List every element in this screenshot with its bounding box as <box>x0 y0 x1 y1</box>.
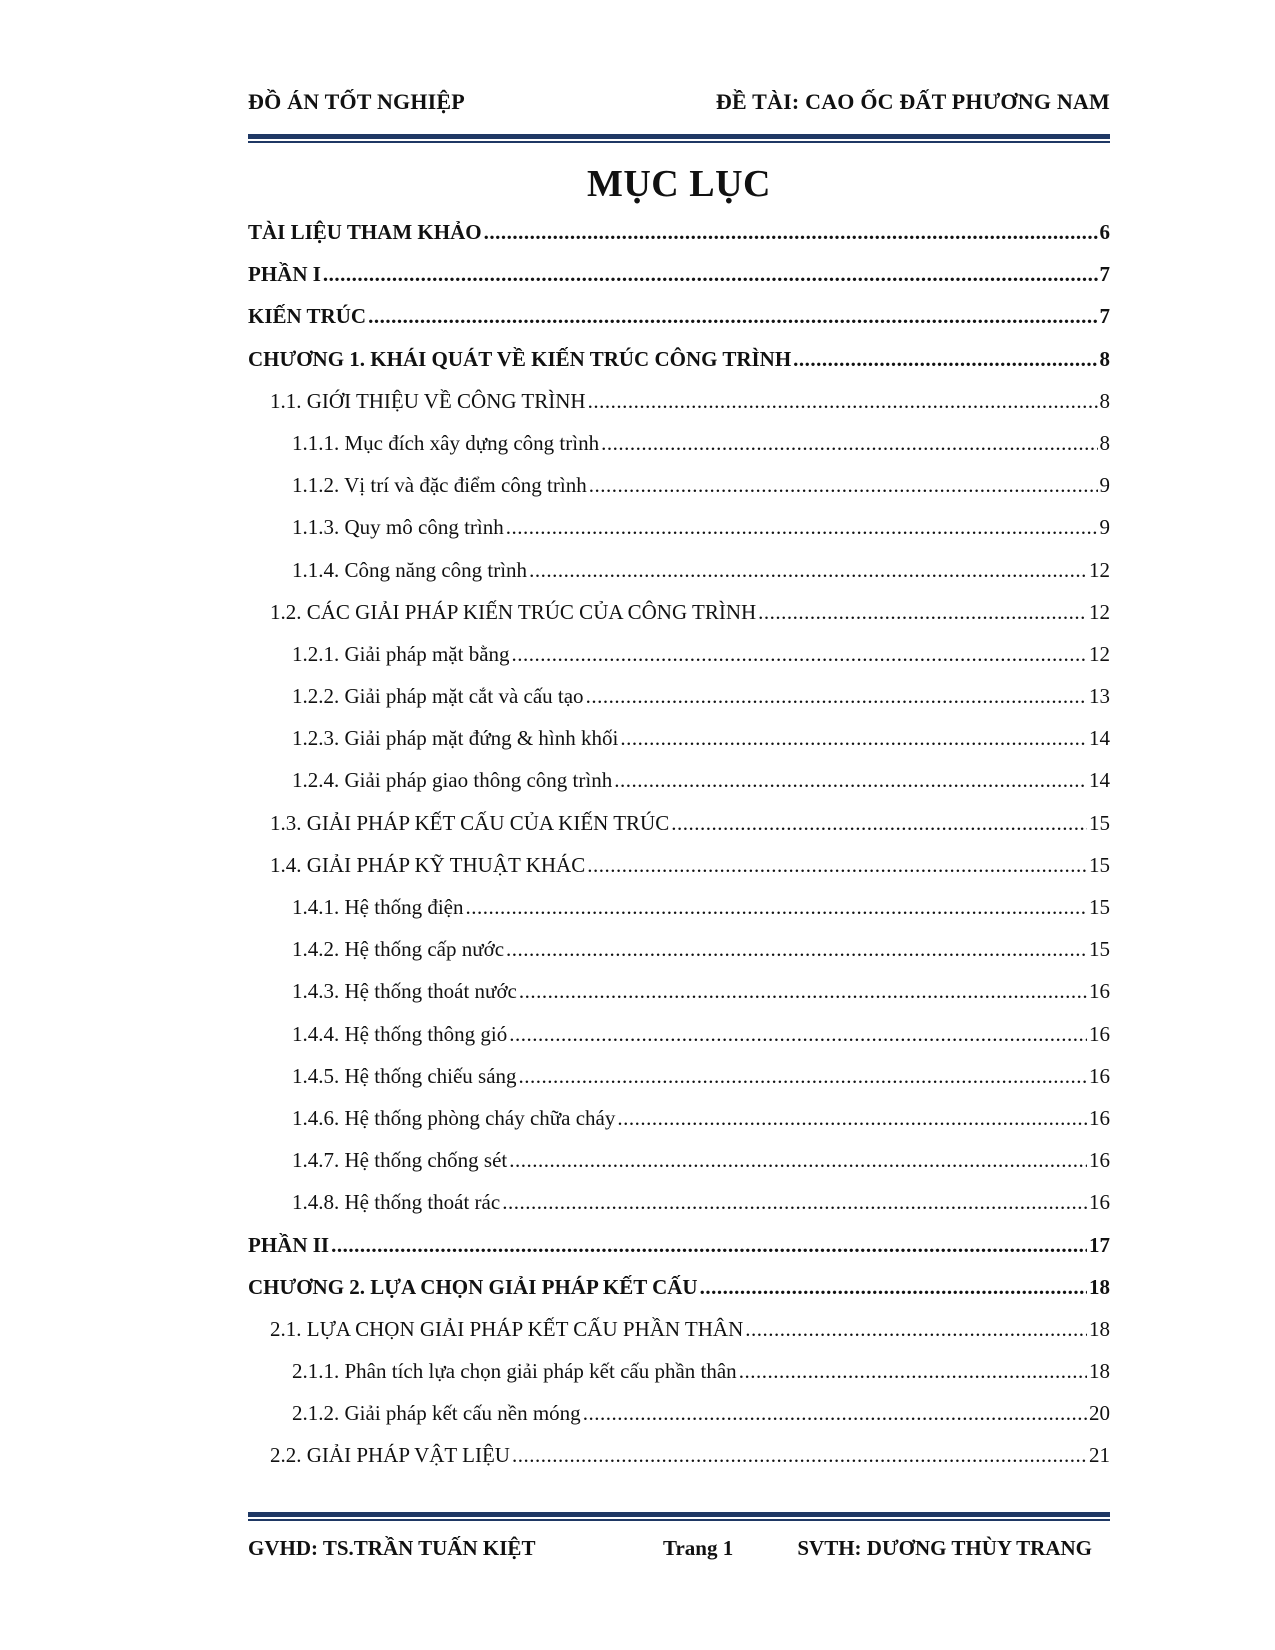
toc-entry-page: 12 <box>1089 557 1110 582</box>
toc-entry-title: 1.1.3. Quy mô công trình <box>292 515 504 540</box>
toc-entry-page: 15 <box>1089 895 1110 919</box>
toc-leader-dots <box>745 1308 1087 1350</box>
toc-entry-page: 7 <box>1099 262 1110 287</box>
toc-entry[interactable] <box>248 1139 1110 1181</box>
toc-entry-page: 13 <box>1089 684 1110 709</box>
toc-entry-title: 1.2.1. Giải pháp mặt bằng <box>292 641 510 666</box>
table-of-contents <box>248 211 1110 1477</box>
toc-entry-page: 16 <box>1089 979 1110 1004</box>
toc-entry[interactable] <box>248 549 1110 591</box>
toc-leader-dots <box>512 1434 1087 1476</box>
toc-entry-page: 18 <box>1089 1359 1110 1384</box>
toc-entry-title: 1.4.8. Hệ thống thoát rác <box>292 1190 501 1215</box>
toc-leader-dots <box>617 1097 1087 1139</box>
toc-entry-title: 1.4. GIẢI PHÁP KỸ THUẬT KHÁC <box>270 852 586 877</box>
toc-entry[interactable] <box>248 1350 1110 1392</box>
toc-leader-dots <box>583 1392 1087 1434</box>
toc-entry-title: 1.4.5. Hệ thống chiếu sáng <box>292 1063 517 1088</box>
toc-entry-page: 8 <box>1099 346 1110 371</box>
toc-entry-page: 18 <box>1089 1274 1110 1299</box>
toc-entry-page: 18 <box>1089 1316 1110 1341</box>
toc-leader-dots <box>323 253 1098 295</box>
toc-entry-title: 2.2. GIẢI PHÁP VẬT LIỆU <box>270 1443 510 1468</box>
footer-student: SVTH: DƯƠNG THÙY TRANG <box>797 1536 1092 1560</box>
toc-entry[interactable] <box>248 1181 1110 1223</box>
toc-entry-page: 15 <box>1089 852 1110 877</box>
toc-entry-title: PHẦN I <box>248 262 321 287</box>
toc-leader-dots <box>614 759 1087 801</box>
toc-leader-dots <box>700 1266 1087 1308</box>
toc-entry[interactable] <box>248 886 1110 928</box>
toc-entry-page: 8 <box>1099 430 1110 455</box>
toc-entry-title: 1.4.3. Hệ thống thoát nước <box>292 979 517 1004</box>
toc-entry[interactable] <box>248 928 1110 970</box>
toc-entry-page: 9 <box>1099 473 1110 498</box>
toc-leader-dots <box>506 928 1087 970</box>
toc-entry-page: 16 <box>1089 1021 1110 1046</box>
toc-entry[interactable] <box>248 591 1110 633</box>
toc-entry-title: 1.1.4. Công năng công trình <box>292 557 528 582</box>
toc-leader-dots <box>589 464 1098 506</box>
toc-entry-page: 15 <box>1089 937 1110 962</box>
toc-entry[interactable] <box>248 211 1110 253</box>
toc-entry[interactable] <box>248 338 1110 380</box>
toc-entry[interactable] <box>248 1055 1110 1097</box>
toc-entry-title: 1.4.6. Hệ thống phòng cháy chữa cháy <box>292 1105 616 1130</box>
header-divider <box>248 134 1110 143</box>
toc-leader-dots <box>512 633 1087 675</box>
toc-entry-page: 16 <box>1089 1063 1110 1088</box>
toc-entry-page: 6 <box>1099 220 1110 244</box>
toc-entry-title: 1.4.2. Hệ thống cấp nước <box>292 937 505 962</box>
toc-entry-page: 9 <box>1099 515 1110 540</box>
toc-entry[interactable] <box>248 422 1110 464</box>
toc-entry[interactable] <box>248 759 1110 801</box>
toc-entry-title: 1.3. GIẢI PHÁP KẾT CẤU CỦA KIẾN TRÚC <box>270 810 670 835</box>
toc-entry[interactable] <box>248 717 1110 759</box>
toc-entry-title: CHƯƠNG 2. LỰA CHỌN GIẢI PHÁP KẾT CẤU <box>248 1274 698 1299</box>
toc-entry-title: 2.1. LỰA CHỌN GIẢI PHÁP KẾT CẤU PHẦN THÂN <box>270 1316 744 1341</box>
toc-entry-title: 1.2.2. Giải pháp mặt cắt và cấu tạo <box>292 684 584 709</box>
toc-entry-page: 21 <box>1089 1443 1110 1468</box>
toc-entry[interactable] <box>248 1392 1110 1434</box>
footer-supervisor: GVHD: TS.TRẦN TUẤN KIỆT <box>248 1536 536 1560</box>
toc-entry[interactable] <box>248 675 1110 717</box>
toc-entry[interactable] <box>248 1224 1110 1266</box>
toc-leader-dots <box>509 1013 1087 1055</box>
toc-entry-page: 14 <box>1089 768 1110 793</box>
toc-leader-dots <box>671 802 1087 844</box>
toc-entry-title: CHƯƠNG 1. KHÁI QUÁT VỀ KIẾN TRÚC CÔNG TRÌNH <box>248 346 792 371</box>
toc-entry-title: 2.1.2. Giải pháp kết cấu nền móng <box>292 1401 581 1426</box>
toc-entry[interactable] <box>248 1434 1110 1476</box>
toc-leader-dots <box>758 591 1087 633</box>
toc-entry-title: 1.2.4. Giải pháp giao thông công trình <box>292 768 613 793</box>
toc-entry-title: 2.1.1. Phân tích lựa chọn giải pháp kết cấu phần thân <box>292 1359 737 1384</box>
toc-leader-dots <box>509 1139 1087 1181</box>
toc-leader-dots <box>331 1224 1087 1266</box>
toc-entry-title: 1.1.1. Mục đích xây dựng công trình <box>292 430 600 455</box>
toc-entry-title: 1.2.3. Giải pháp mặt đứng & hình khối <box>292 726 619 751</box>
toc-entry-page: 8 <box>1099 388 1110 413</box>
toc-entry-title: 1.2. CÁC GIẢI PHÁP KIẾN TRÚC CỦA CÔNG TRÌNH <box>270 599 757 624</box>
toc-entry[interactable] <box>248 1308 1110 1350</box>
toc-leader-dots <box>502 1181 1087 1223</box>
toc-leader-dots <box>506 506 1098 548</box>
toc-leader-dots <box>519 1055 1087 1097</box>
header-right-title: ĐỀ TÀI: CAO ỐC ĐẤT PHƯƠNG NAM <box>715 89 1110 114</box>
toc-entry-title: 1.1.2. Vị trí và đặc điểm công trình <box>292 473 587 498</box>
toc-leader-dots <box>587 844 1087 886</box>
toc-leader-dots <box>465 886 1087 928</box>
toc-entry[interactable] <box>248 464 1110 506</box>
toc-entry[interactable] <box>248 1013 1110 1055</box>
toc-entry-page: 7 <box>1099 304 1110 329</box>
toc-leader-dots <box>601 422 1097 464</box>
page-title: MỤC LỤC <box>587 163 771 205</box>
toc-entry-page: 15 <box>1089 810 1110 835</box>
toc-entry[interactable] <box>248 633 1110 675</box>
toc-entry-title: 1.4.7. Hệ thống chống sét <box>292 1148 508 1173</box>
toc-entry-page: 17 <box>1089 1232 1110 1257</box>
toc-leader-dots <box>588 380 1098 422</box>
toc-entry-page: 20 <box>1089 1401 1110 1426</box>
toc-entry[interactable] <box>248 1266 1110 1308</box>
toc-leader-dots <box>368 295 1097 337</box>
footer-divider <box>248 1512 1110 1521</box>
toc-leader-dots <box>586 675 1087 717</box>
header-left-title: ĐỒ ÁN TỐT NGHIỆP <box>248 89 465 114</box>
toc-entry[interactable] <box>248 380 1110 422</box>
toc-entry-page: 14 <box>1089 726 1110 751</box>
toc-entry[interactable] <box>248 1097 1110 1139</box>
page-header <box>248 84 1110 120</box>
toc-leader-dots <box>519 970 1087 1012</box>
toc-leader-dots <box>529 549 1087 591</box>
toc-leader-dots <box>739 1350 1087 1392</box>
toc-entry[interactable] <box>248 253 1110 295</box>
toc-entry[interactable] <box>248 295 1110 337</box>
toc-entry-title: 1.4.4. Hệ thống thông gió <box>292 1021 508 1046</box>
toc-entry[interactable] <box>248 970 1110 1012</box>
toc-entry-title: TÀI LIỆU THAM KHẢO <box>248 220 482 244</box>
toc-entry-page: 12 <box>1089 599 1110 624</box>
toc-entry-title: 1.1. GIỚI THIỆU VỀ CÔNG TRÌNH <box>270 388 586 413</box>
toc-entry[interactable] <box>248 844 1110 886</box>
toc-entry-title: 1.4.1. Hệ thống điện <box>292 895 464 919</box>
toc-leader-dots <box>484 211 1098 253</box>
toc-leader-dots <box>620 717 1087 759</box>
footer-page-number: Trang 1 <box>663 1536 734 1560</box>
page-footer <box>248 1536 1110 1568</box>
toc-entry-page: 12 <box>1089 641 1110 666</box>
toc-entry[interactable] <box>248 506 1110 548</box>
toc-leader-dots <box>793 338 1097 380</box>
toc-entry-title: PHẦN II <box>248 1232 330 1257</box>
toc-entry-title: KIẾN TRÚC <box>248 304 367 329</box>
toc-entry-page: 16 <box>1089 1105 1110 1130</box>
toc-entry[interactable] <box>248 802 1110 844</box>
toc-entry-page: 16 <box>1089 1190 1110 1215</box>
toc-entry-page: 16 <box>1089 1148 1110 1173</box>
